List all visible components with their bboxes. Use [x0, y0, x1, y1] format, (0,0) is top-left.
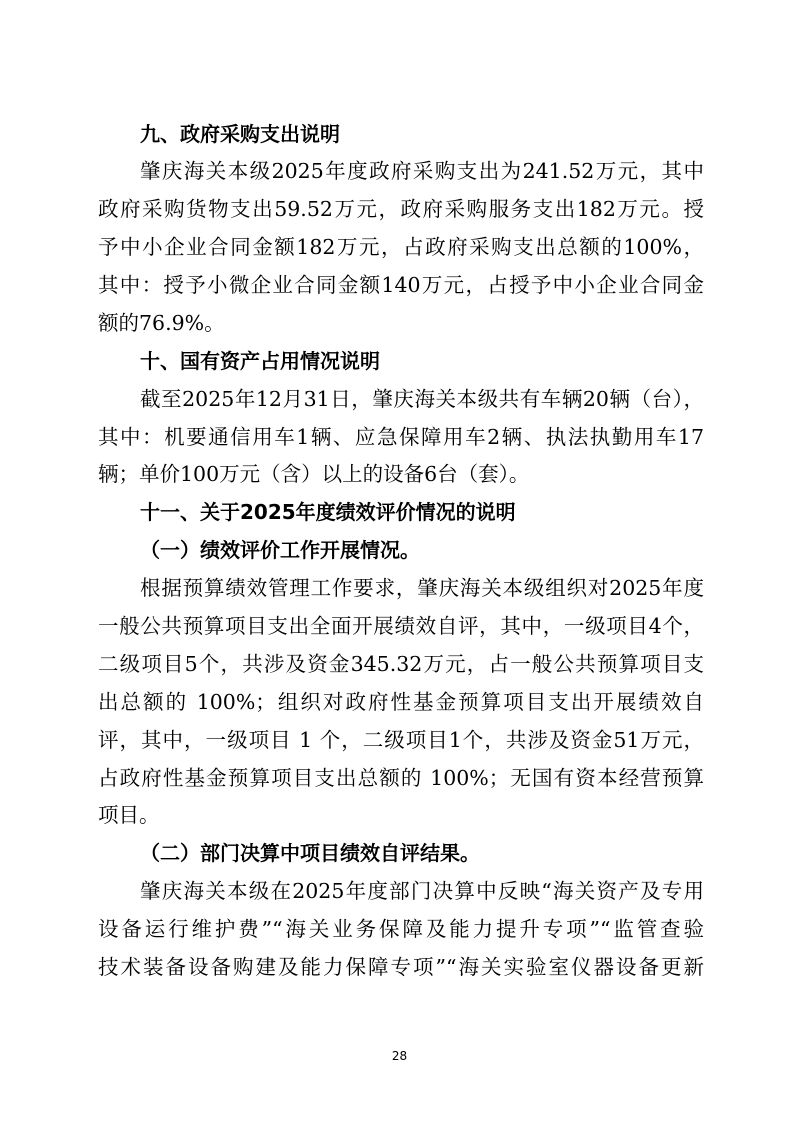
- paragraph-line: 一般公共预算项目支出全面开展绩效自评，其中，一级项目4个，: [98, 614, 704, 638]
- subsection-heading-2: （二）部门决算中项目绩效自评结果。: [140, 841, 480, 865]
- paragraph-line: 其中：授予小微企业合同金额140万元，占授予中小企业合同金: [98, 273, 704, 297]
- section-heading-9: 九、政府采购支出说明: [140, 122, 340, 146]
- paragraph-line: 占政府性基金预算项目支出总额的 100%；无国有资本经营预算: [98, 766, 704, 790]
- paragraph-line: 评，其中，一级项目 1 个，二级项目1个，共涉及资金51万元，: [98, 728, 704, 752]
- paragraph-line: 额的76.9%。: [98, 311, 225, 335]
- paragraph-line: 予中小企业合同金额182万元，占政府采购支出总额的100%，: [98, 235, 704, 259]
- paragraph-line: 技术装备设备购建及能力保障专项”“海关实验室仪器设备更新: [98, 955, 704, 979]
- page-number: 28: [391, 1049, 408, 1063]
- paragraph-line: 设备运行维护费”“海关业务保障及能力提升专项”“监管查验: [98, 917, 704, 941]
- paragraph-line: 其中：机要通信用车1辆、应急保障用车2辆、执法执勤用车17: [98, 425, 704, 449]
- paragraph-line: 政府采购货物支出59.52万元，政府采购服务支出182万元。授: [98, 197, 704, 221]
- section-heading-11: 十一、关于2025年度绩效评价情况的说明: [140, 500, 516, 524]
- subsection-heading-1: （一）绩效评价工作开展情况。: [140, 538, 420, 562]
- paragraph-line: 出总额的 100%；组织对政府性基金预算项目支出开展绩效自: [98, 690, 704, 714]
- paragraph-line: 肇庆海关本级在2025年度部门决算中反映“海关资产及专用: [140, 879, 704, 903]
- paragraph-line: 二级项目5个，共涉及资金345.32万元，占一般公共预算项目支: [98, 652, 704, 676]
- paragraph-line: 肇庆海关本级2025年度政府采购支出为241.52万元，其中: [140, 159, 704, 183]
- paragraph-line: 根据预算绩效管理工作要求，肇庆海关本级组织对2025年度: [140, 576, 704, 600]
- paragraph-line: 辆；单价100万元（含）以上的设备6台（套）。: [98, 462, 530, 486]
- paragraph-line: 项目。: [98, 803, 160, 827]
- paragraph-line: 截至2025年12月31日，肇庆海关本级共有车辆20辆（台），: [140, 387, 704, 411]
- section-heading-10: 十、国有资产占用情况说明: [140, 349, 380, 373]
